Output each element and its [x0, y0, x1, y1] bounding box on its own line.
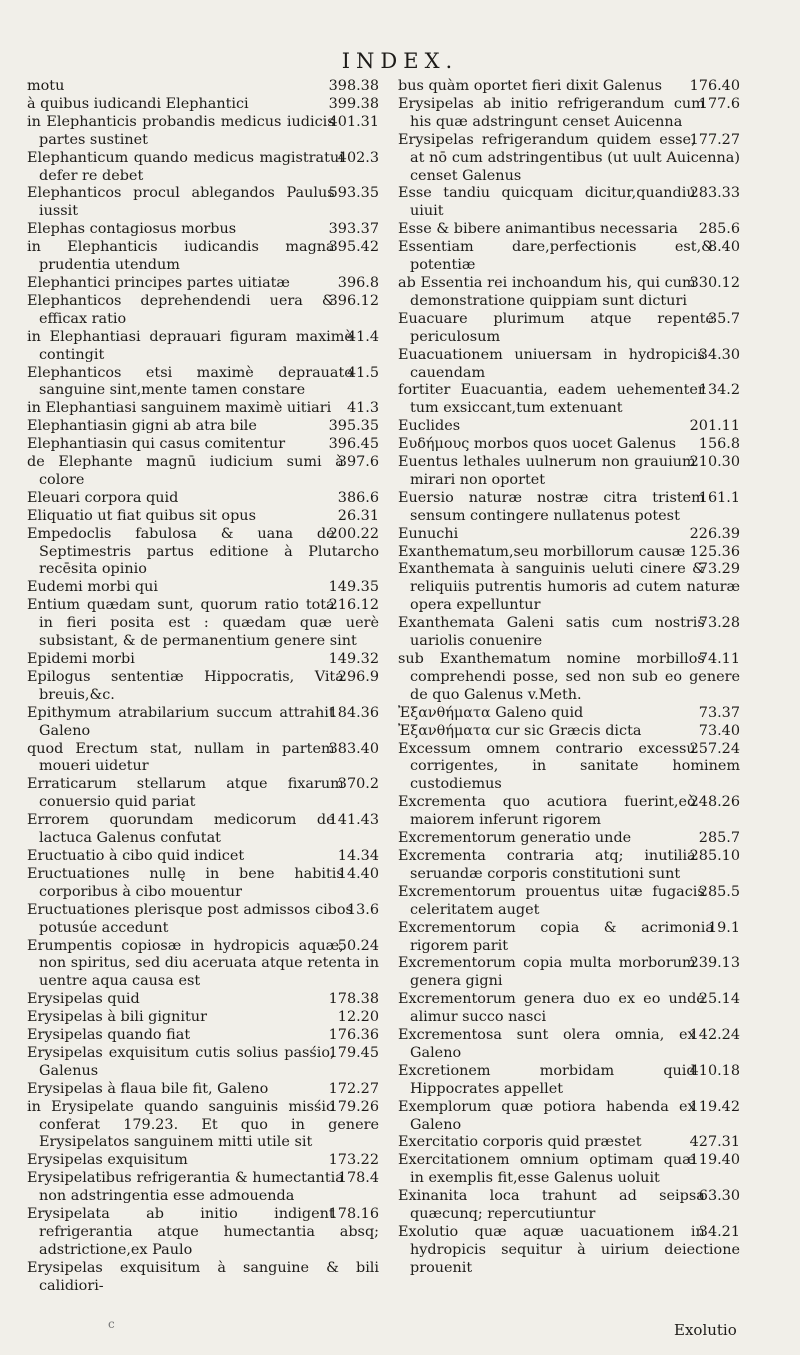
entry-text: Excrementorum generatio unde — [398, 830, 632, 847]
entry-text: Erysipelas quando fiat — [27, 1027, 191, 1044]
entry-page-ref: 63.30 — [698, 1188, 740, 1205]
entry-page-ref: 35.7 — [707, 310, 740, 327]
entry-page-ref: 178.38 — [328, 991, 379, 1008]
entry-page-ref: 399.38 — [328, 95, 379, 112]
entry-text: Erysipelas refrigerandum quidem esse, at nō cum adstringentibus (ut uult Auicenna) censet Galenus — [398, 131, 740, 184]
entry-page-ref: 248.26 — [689, 794, 740, 811]
entry-text: Esse tandiu quicquam dicitur,quandiu uiuit — [398, 185, 696, 220]
entry-page-ref: 142.24 — [689, 1027, 740, 1044]
index-entry — [398, 723, 740, 741]
entry-page-ref: 257.24 — [689, 740, 740, 757]
entry-text: à quibus iudicandi Elephantici — [27, 95, 249, 112]
entry-page-ref: 396.45 — [328, 436, 379, 453]
index-entry — [398, 705, 740, 723]
entry-page-ref: 395.35 — [328, 418, 379, 435]
index-entry — [398, 561, 740, 615]
entry-page-ref: 402.3 — [337, 149, 379, 166]
entry-page-ref: 25.14 — [698, 991, 740, 1008]
entry-page-ref: 141.43 — [328, 812, 379, 829]
entry-page-ref: 119.40 — [689, 1152, 740, 1169]
index-entry — [27, 705, 379, 741]
entry-page-ref: 179.26 — [328, 1098, 379, 1115]
index-entry — [398, 454, 740, 490]
index-entry — [27, 418, 379, 436]
entry-page-ref: 395.42 — [328, 239, 379, 256]
signature-mark: c — [108, 1317, 115, 1331]
entry-text: Euersio naturæ nostræ citra tristem sensum contingere nullatenus potest — [398, 489, 705, 524]
entry-page-ref: 383.40 — [328, 740, 379, 757]
entry-text: Excrementorum genera duo ex eo unde alimur succo nasci — [398, 991, 705, 1026]
entry-text: quod Erectum stat, nullam in partem moueri uidetur — [27, 740, 335, 775]
entry-text: Erysipelas ab initio refrigerandum cum his quæ adstringunt censet Auicenna — [398, 95, 705, 130]
entry-text: Excretionem morbidam quid Hippocrates appellet — [398, 1062, 696, 1097]
entry-page-ref: 73.29 — [698, 561, 740, 578]
index-entry — [27, 1009, 379, 1027]
index-entry — [27, 114, 379, 150]
entry-text: Erumpentis copiosæ in hydropicis aquæ, non spiritus, sed diu aceruata atque retenta in uentre aqua causa est — [27, 937, 379, 990]
entry-text: Erysipelata ab initio indigent refrigerantia atque humectantia absq; adstrictione,ex Paulo — [27, 1206, 379, 1258]
entry-text: Erraticarum stellarum atque fixarum conuersio quid pariat — [27, 776, 344, 811]
entry-text: Epithymum atrabilarium succum attrahit Galeno — [27, 704, 335, 739]
entry-page-ref: 149.32 — [328, 651, 379, 667]
entry-page-ref: 119.42 — [689, 1098, 740, 1115]
entry-text: in Elephanticis iudicandis magna prudentia utendum — [27, 239, 335, 274]
entry-page-ref: 41.5 — [346, 364, 379, 381]
index-entry — [398, 848, 740, 884]
entry-text: Essentiam dare,perfectionis est,& potentiæ — [398, 239, 714, 274]
entry-page-ref: 397.6 — [337, 454, 379, 471]
entry-text: in Elephanticis probandis medicus iudicis partes sustinet — [27, 113, 335, 148]
entry-page-ref: 593.35 — [328, 185, 379, 202]
index-entry — [27, 866, 379, 902]
catchword: Exolutio — [674, 1321, 737, 1339]
entry-text: Erysipelatibus refrigerantia & humectantia non adstringentia esse admouenda — [27, 1170, 344, 1205]
index-entry — [27, 1206, 379, 1260]
index-entry — [27, 239, 379, 275]
entry-text: Ευδήμους morbos quos uocet Galenus — [398, 436, 677, 453]
index-entry — [398, 78, 740, 96]
index-entry — [27, 1027, 379, 1045]
entry-text: Errorem quorundam medicorum de lactuca Galenus confutat — [27, 812, 335, 847]
entry-text: Excessum omnem contrario excessu corrigentes, in sanitate hominem custodiemus — [398, 740, 740, 793]
entry-page-ref: 201.11 — [689, 418, 740, 435]
index-entry — [398, 221, 740, 239]
entry-page-ref: 396.8 — [337, 274, 379, 291]
entry-text: Esse & bibere animantibus necessaria — [398, 221, 678, 238]
entry-text: in Erysipelate quando sanguinis misśio conferat 179.23. Et quo in genere Erysipelatos sanguinem mitti utile sit — [27, 1098, 379, 1151]
entry-text: Elephas contagiosus morbus — [27, 221, 237, 238]
left-column — [27, 78, 379, 1296]
entry-text: in Elephantiasi sanguinem maximè uitiari — [27, 400, 332, 417]
entry-text: Eructuatio à cibo quid indicet — [27, 847, 245, 864]
entry-page-ref: 216.12 — [328, 597, 379, 614]
index-entry — [398, 1134, 740, 1152]
entry-page-ref: 73.40 — [698, 722, 740, 739]
entry-text: Eructuationes plerisque post admissos cibos potusúe accedunt — [27, 901, 353, 936]
entry-text: Eructuationes nullę in bene habitis corporibus à cibo mouentur — [27, 865, 344, 900]
entry-text: motu — [27, 78, 65, 94]
page-header: INDEX. — [341, 49, 459, 73]
entry-text: bus quàm oportet fieri dixit Galenus — [398, 78, 662, 94]
entry-page-ref: 285.5 — [698, 883, 740, 900]
entry-text: Erysipelas quid — [27, 991, 140, 1008]
entry-text: Epidemi morbi — [27, 651, 135, 667]
entry-page-ref: 125.36 — [689, 543, 740, 560]
entry-text: in Elephantiasi deprauari figuram maximè contingit — [27, 328, 353, 363]
entry-text: Euacuare plurimum atque repente periculosum — [398, 310, 714, 345]
entry-text: Euacuationem uniuersam in hydropicis cauendam — [398, 346, 705, 381]
index-entry — [27, 991, 379, 1009]
index-entry — [398, 884, 740, 920]
entry-page-ref: 12.20 — [337, 1009, 379, 1026]
index-entry — [398, 490, 740, 526]
entry-page-ref: 178.16 — [328, 1206, 379, 1223]
entry-text: Erysipelas à flaua bile fit, Galeno — [27, 1080, 269, 1097]
entry-page-ref: 386.6 — [337, 489, 379, 506]
entry-page-ref: 41.4 — [346, 328, 379, 345]
index-entry — [27, 776, 379, 812]
entry-text: Elephantici principes partes uitiatæ — [27, 274, 290, 291]
entry-page-ref: 370.2 — [337, 776, 379, 793]
entry-text: Elephanticum quando medicus magistratui defer re debet — [27, 149, 344, 184]
entry-text: Excrementa quo acutiora fuerint,eò maiorem inferunt rigorem — [398, 794, 696, 829]
entry-page-ref: 396.12 — [328, 292, 379, 309]
index-entry — [398, 382, 740, 418]
entry-page-ref: 161.1 — [698, 489, 740, 506]
entry-page-ref: 285.6 — [698, 221, 740, 238]
entry-text: Elephanticos procul ablegandos Paulus iussit — [27, 185, 335, 220]
index-entry — [27, 454, 379, 490]
entry-text: Eliquatio ut fiat quibus sit opus — [27, 507, 256, 524]
entry-page-ref: 178.4 — [337, 1170, 379, 1187]
index-entry — [398, 955, 740, 991]
index-entry — [398, 347, 740, 383]
entry-page-ref: 200.22 — [328, 525, 379, 542]
entry-text: Entium quædam sunt, quorum ratio tota in fieri posita est : quædam quæ uerè subsistant, & de permanentium genere sint — [27, 597, 379, 650]
index-entry — [27, 848, 379, 866]
right-column — [398, 78, 740, 1278]
entry-page-ref: 50.24 — [337, 937, 379, 954]
entry-text: Exercitationem omnium optimam quæ in exemplis fit,esse Galenus uoluit — [398, 1152, 696, 1187]
index-entry — [398, 436, 740, 454]
entry-text: sub Exanthematum nomine morbillos comprehendi posse, sed non sub eo genere de quo Galenus v.Meth. — [398, 651, 740, 703]
entry-text: Exinanita loca trahunt ad seipsa quæcunq; repercutiuntur — [398, 1188, 705, 1223]
entry-text: Epilogus sententiæ Hippocratis, Vita breuis,&c. — [27, 668, 344, 703]
entry-text: Excrementorum prouentus uitæ fugacis celeritatem auget — [398, 883, 705, 918]
entry-text: Exolutio quæ aquæ uacuationem in hydropicis sequitur à uirium deiectione prouenit — [398, 1224, 740, 1276]
entry-page-ref: 283.33 — [689, 185, 740, 202]
index-entry — [27, 275, 379, 293]
index-entry — [27, 78, 379, 96]
entry-page-ref: 398.38 — [328, 78, 379, 94]
index-entry — [27, 597, 379, 651]
entry-text: Exanthematum,seu morbillorum causæ — [398, 543, 686, 560]
index-entry — [27, 669, 379, 705]
entry-page-ref: 177.6 — [698, 95, 740, 112]
entry-page-ref: 410.18 — [689, 1062, 740, 1079]
entry-page-ref: 401.31 — [328, 113, 379, 130]
index-entry — [27, 1045, 379, 1081]
index-entry — [398, 651, 740, 705]
index-entry — [27, 221, 379, 239]
entry-page-ref: 184.36 — [328, 704, 379, 721]
index-entry — [398, 830, 740, 848]
entry-page-ref: 176.40 — [689, 78, 740, 94]
index-entry — [398, 544, 740, 562]
index-entry — [27, 938, 379, 992]
entry-page-ref: 330.12 — [689, 274, 740, 291]
entry-text: Exercitatio corporis quid præstet — [398, 1134, 642, 1151]
entry-page-ref: 14.34 — [337, 847, 379, 864]
entry-page-ref: 156.8 — [698, 436, 740, 453]
entry-text: Erysipelas exquisitum cutis solius pasśio, Galenus — [27, 1044, 335, 1079]
entry-page-ref: 179.45 — [328, 1044, 379, 1061]
entry-text: fortiter Euacuantia, eadem uehementer tum exsiccant,tum extenuant — [398, 382, 705, 417]
entry-text: Excrementa contraria atq; inutilia seruandæ corporis constitutioni sunt — [398, 847, 696, 882]
entry-text: Erysipelas à bili gignitur — [27, 1009, 207, 1026]
entry-text: de Elephante magnū iudicium sumi à colore — [27, 454, 344, 488]
index-entry — [27, 508, 379, 526]
index-entry — [398, 1224, 740, 1278]
index-entry — [27, 490, 379, 508]
entry-page-ref: 427.31 — [689, 1134, 740, 1151]
entry-page-ref: 8.40 — [707, 239, 740, 256]
entry-page-ref: 14.40 — [337, 865, 379, 882]
entry-page-ref: 13.6 — [346, 901, 379, 918]
entry-page-ref: 176.36 — [328, 1027, 379, 1044]
index-entry — [27, 185, 379, 221]
index-entry — [27, 1081, 379, 1099]
index-entry — [398, 1152, 740, 1188]
index-entry — [398, 741, 740, 795]
index-entry — [398, 1027, 740, 1063]
index-entry — [27, 741, 379, 777]
entry-text: ab Essentia rei inchoandum his, qui cum demonstratione quippiam sunt dicturi — [398, 274, 696, 309]
index-entry — [27, 1152, 379, 1170]
entry-text: Euentus lethales uulnerum non grauium mirari non oportet — [398, 454, 696, 488]
entry-page-ref: 226.39 — [689, 525, 740, 542]
index-entry — [27, 812, 379, 848]
entry-page-ref: 210.30 — [689, 454, 740, 471]
entry-text: Exanthemata à sanguinis ueluti cinere & reliquiis putrentis humoris ad cutem naturæ opera expelluntur — [398, 561, 740, 614]
entry-page-ref: 173.22 — [328, 1152, 379, 1169]
entry-page-ref: 19.1 — [707, 919, 740, 936]
entry-text: Elephantiasin gigni ab atra bile — [27, 418, 257, 435]
index-entry — [398, 615, 740, 651]
index-entry — [398, 1099, 740, 1135]
entry-page-ref: 41.3 — [346, 400, 379, 417]
index-entry — [398, 275, 740, 311]
entry-page-ref: 134.2 — [698, 382, 740, 399]
index-entry — [398, 185, 740, 221]
index-entry — [27, 365, 379, 401]
index-entry — [398, 1188, 740, 1224]
entry-page-ref: 296.9 — [337, 668, 379, 685]
entry-text: Eleuari corpora quid — [27, 489, 179, 506]
entry-page-ref: 172.27 — [328, 1080, 379, 1097]
entry-text: Erysipelas exquisitum — [27, 1152, 188, 1169]
entry-page-ref: 149.35 — [328, 579, 379, 596]
entry-text: Excrementorum copia & acrimonia rigorem parit — [398, 919, 714, 954]
index-entry — [27, 150, 379, 186]
index-entry — [27, 902, 379, 938]
entry-page-ref: 73.28 — [698, 615, 740, 632]
entry-page-ref: 239.13 — [689, 955, 740, 972]
index-entry — [27, 329, 379, 365]
entry-text: Elephantiasin qui casus comitentur — [27, 436, 286, 453]
entry-page-ref: 34.30 — [698, 346, 740, 363]
index-entry — [398, 132, 740, 186]
entry-page-ref: 285.7 — [698, 830, 740, 847]
index-entry — [27, 651, 379, 669]
index-entry — [27, 526, 379, 580]
index-entry — [27, 436, 379, 454]
entry-text: Excrementorum copia multa morborum genera gigni — [398, 955, 696, 990]
index-entry — [27, 1170, 379, 1206]
entry-page-ref: 26.31 — [337, 507, 379, 524]
index-entry — [398, 920, 740, 956]
index-entry — [27, 1099, 379, 1153]
index-entry — [27, 579, 379, 597]
entry-text: Erysipelas exquisitum à sanguine & bili calidiori- — [27, 1259, 379, 1294]
entry-text: Elephanticos deprehendendi uera & efficax ratio — [27, 292, 335, 327]
entry-text: Exemplorum quæ potiora habenda ex Galeno — [398, 1098, 696, 1133]
index-entry — [398, 991, 740, 1027]
entry-page-ref: 177.27 — [689, 131, 740, 148]
entry-text: Euclides — [398, 418, 461, 435]
entry-text: Excrementosa sunt olera omnia, ex Galeno — [398, 1027, 696, 1061]
entry-page-ref: 73.37 — [698, 704, 740, 721]
entry-text: Eunuchi — [398, 525, 459, 542]
index-entry — [398, 526, 740, 544]
entry-page-ref: 74.11 — [698, 651, 740, 667]
index-entry — [398, 96, 740, 132]
index-entry — [398, 794, 740, 830]
entry-text: Empedoclis fabulosa & uana de Septimestris partus editione à Plutarcho recēsita opinio — [27, 525, 379, 578]
index-entry — [27, 400, 379, 418]
index-entry — [398, 1063, 740, 1099]
entry-text: Exanthemata Galeni satis cum nostris uariolis conuenire — [398, 615, 705, 650]
index-entry — [27, 293, 379, 329]
index-entry — [398, 418, 740, 436]
entry-text: Ἐξανθήματα cur sic Græcis dicta — [398, 722, 642, 739]
index-entry — [27, 1260, 379, 1296]
index-entry — [398, 239, 740, 275]
entry-page-ref: 34.21 — [698, 1224, 740, 1240]
entry-text: Ἐξανθήματα Galeno quid — [398, 704, 584, 721]
entry-text: Eudemi morbi qui — [27, 579, 158, 596]
entry-page-ref: 393.37 — [328, 221, 379, 238]
index-entry — [398, 311, 740, 347]
entry-text: Elephanticos etsi maximè deprauato sanguine sint,mente tamen constare — [27, 364, 353, 399]
index-entry — [27, 96, 379, 114]
entry-page-ref: 285.10 — [689, 847, 740, 864]
